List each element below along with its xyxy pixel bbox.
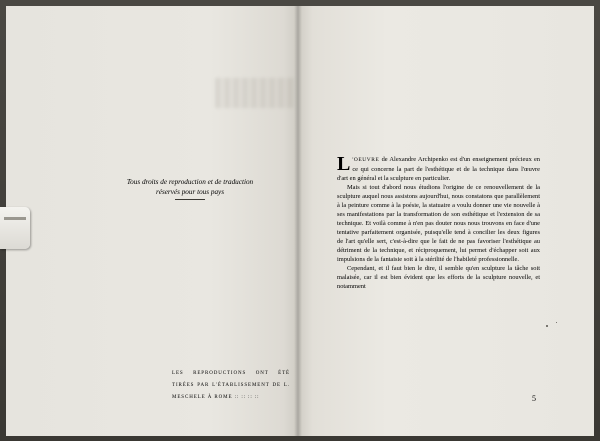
paragraph-1 — [337, 155, 540, 183]
paper-clip — [0, 207, 30, 249]
show-through-print — [215, 78, 295, 108]
paragraph-2: Mais si tout d'abord nous étudions l'origine de ce renouvellement de la sculpture auquel nous assistons aujourd'hui, nous constatons que parallèlement à la peinture comme à la poésie, la statuaire a voulu donner une vie nouvelle à ses manifestations par la transformation de son esthétique et l'extension de sa technique. Et voilà comme à n'en pas douter nous nous trouvons en face d'une tentative parfaitement organisée, puisqu'elle tend à concilier les deux figures de l'art qu'elle sert, c'est-à-dire que le fait de ne pas favoriser l'esthétique au détriment de la technique, et réciproquement, lui permet d'échapper soit aux impulsions de la fantaisie soit à la stérilité de l'habileté professionnelle. — [337, 184, 540, 263]
paragraph-3: Cependant, et il faut bien le dire, il semble qu'en sculpture la tâche soit malaisée, car il est bien évident que les efforts de la sculpture nouvelle, et notamment — [337, 265, 540, 290]
page-number: 5 — [532, 394, 536, 403]
essay-text — [337, 155, 540, 291]
paragraph-1-text: de Alexandre Archipenko est d'un enseignement précieux en ce qui concerne la part de l'esthétique et de la technique dans l'œuvre d'art en général et la sculpture en particulier. — [337, 156, 540, 182]
rights-rule — [175, 199, 205, 200]
paper-speck — [546, 325, 548, 327]
drop-cap: L — [337, 153, 351, 175]
reproductions-note: LES REPRODUCTIONS ONT ÉTÉ TIRÉES PAR L'ÉTABLISSEMENT DE L. MESCHELE À ROME :: :: :: :: — [172, 371, 290, 400]
rights-notice — [115, 177, 265, 197]
rights-line-1: Tous droits de reproduction et de traduction — [126, 178, 254, 186]
first-word-rest: 'OEUVRE — [352, 157, 380, 163]
paper-speck — [556, 322, 557, 323]
book-gutter — [294, 6, 302, 436]
rights-line-2: réservés pour tous pays — [155, 188, 225, 196]
